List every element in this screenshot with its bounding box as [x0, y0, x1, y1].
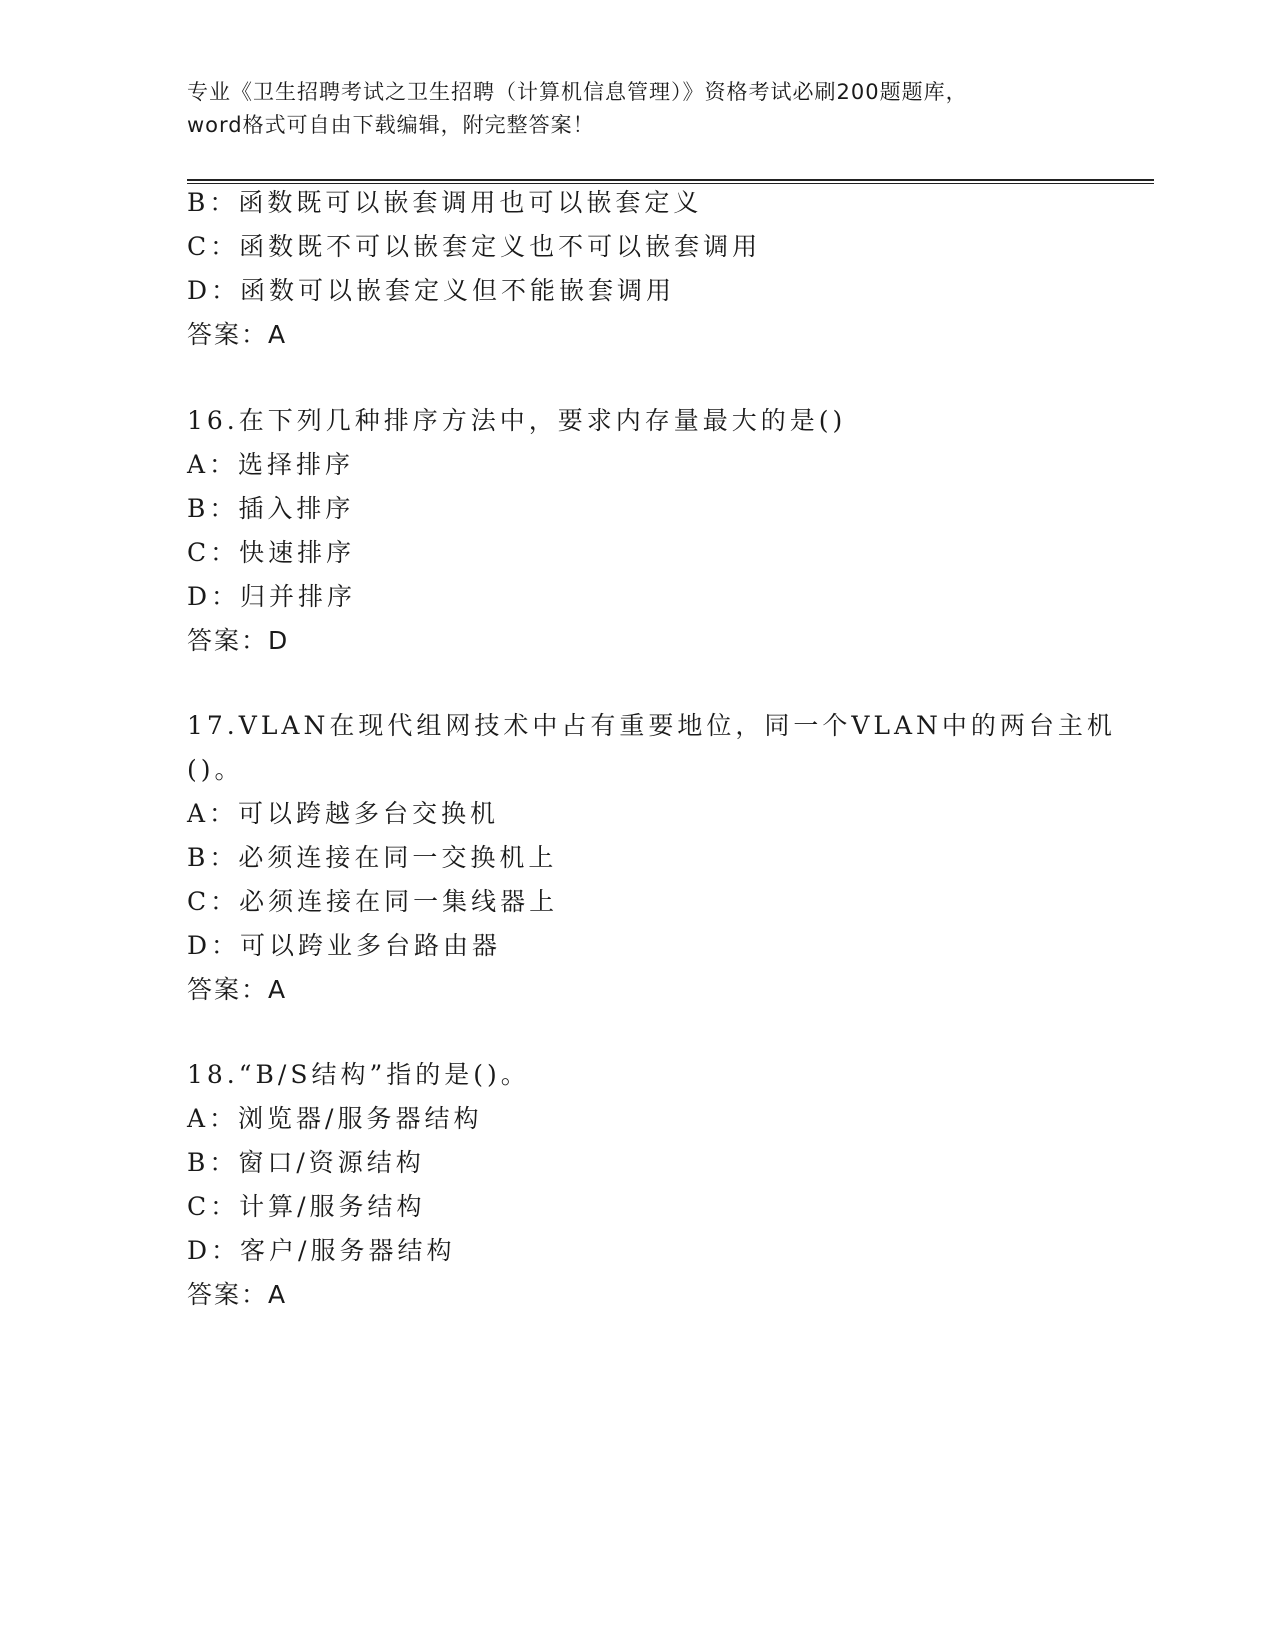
option-a: A：选择排序 [187, 450, 355, 479]
option-b: B：窗口/资源结构 [187, 1148, 425, 1177]
option-d: D：归并排序 [187, 582, 357, 611]
answer-line: 答案：A [187, 320, 288, 349]
option-b: B：必须连接在同一交换机上 [187, 843, 558, 872]
option-d: D：可以跨业多台路由器 [187, 931, 502, 960]
answer-line: 答案：A [187, 1280, 288, 1309]
option-c: C：函数既不可以嵌套定义也不可以嵌套调用 [187, 232, 762, 261]
option-d: D：函数可以嵌套定义但不能嵌套调用 [187, 276, 676, 305]
option-b: B：函数既可以嵌套调用也可以嵌套定义 [187, 188, 703, 217]
option-c: C：快速排序 [187, 538, 356, 567]
option-d: D：客户/服务器结构 [187, 1236, 456, 1265]
question-stem: 16.在下列几种排序方法中，要求内存量最大的是() [187, 406, 847, 435]
answer-line: 答案：D [187, 626, 290, 655]
question-stem: 18.“B/S结构”指的是()。 [187, 1060, 530, 1089]
question-stem-continued: ()。 [187, 755, 244, 784]
option-a: A：浏览器/服务器结构 [187, 1104, 483, 1133]
option-c: C：必须连接在同一集线器上 [187, 887, 559, 916]
answer-line: 答案：A [187, 975, 288, 1004]
option-b: B：插入排序 [187, 494, 355, 523]
option-a: A：可以跨越多台交换机 [187, 799, 500, 828]
document-header [187, 76, 1087, 142]
question-stem: 17.VLAN在现代组网技术中占有重要地位，同一个VLAN中的两台主机 [187, 711, 1116, 740]
header-line-2: word格式可自由下载编辑，附完整答案！ [187, 113, 595, 137]
header-divider [187, 179, 1154, 184]
header-line-1: 专业《卫生招聘考试之卫生招聘（计算机信息管理）》资格考试必刷200题题库， [187, 80, 968, 104]
option-c: C：计算/服务结构 [187, 1192, 426, 1221]
